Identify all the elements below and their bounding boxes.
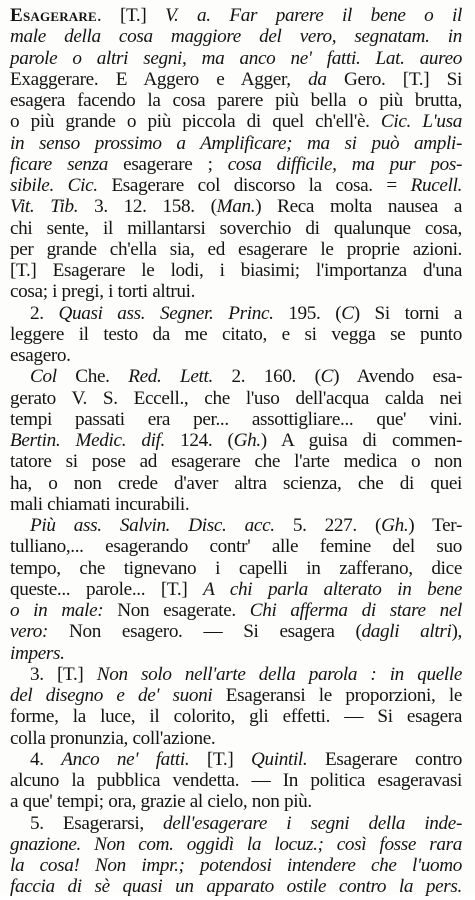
italic-text: Gh. (381, 515, 409, 536)
italic-text: Col (30, 366, 57, 388)
text-segment: Gero. [T.] Si (326, 68, 462, 90)
text-segment: ), (451, 621, 462, 643)
text-segment: tempi passati era per... assottigliare... que' vini. (10, 408, 462, 430)
text-segment: alcuno la pubblica vendetta. — In politica esageravasi (10, 770, 462, 791)
text-segment: 195. ( (273, 302, 342, 324)
text-segment: tempo, che tignevano i capelli in zafferano, dice (10, 557, 462, 579)
text-segment: per grande ch'ella sia, ed esagerare le proprie azioni. (10, 238, 462, 260)
text-segment: ha, o non crede d'aver altra scienza, che di quei (10, 472, 462, 494)
text-segment: gerato V. S. Eccell., che l'uso dell'acqua calda nei (10, 387, 462, 409)
italic-text: Gh. (233, 430, 261, 451)
italic-text: Più ass. Salvin. Disc. acc. (30, 515, 275, 536)
text-segment: ) Avendo esa- (333, 366, 463, 388)
italic-text: la cosa! Non impr.; potendosi intendere che l'uomo (10, 855, 462, 876)
text-segment: ) Ter- (408, 515, 463, 536)
text-segment: colla pronunzia, coll'azione. (10, 727, 216, 749)
italic-text: parole o altri segni, ma anco ne' fatti. Lat. aureo (10, 47, 462, 69)
italic-text: C (341, 302, 354, 324)
text-segment: tatore si pose ad esagerare che l'arte medica o non (10, 451, 462, 473)
text-segment: . [T.] (96, 5, 166, 26)
text-segment: queste... parole... [T.] (10, 578, 204, 600)
italic-text: Quasi ass. Segner. Princ. (58, 302, 274, 324)
italic-text: o in male: (10, 600, 104, 621)
italic-text: dell'esagerare i segni della inde- (163, 812, 462, 834)
text-segment: Non esagerate. (103, 600, 250, 621)
text-segment: 5. 227. ( (274, 515, 382, 536)
text-segment: esagera facendo la cosa parere più bella o più brutta, (10, 90, 462, 111)
text-segment: esagero. (10, 345, 71, 366)
text-segment: Non esagero. — Si esagera ( (48, 621, 362, 643)
text-segment: cosa; i pregi, i torti altrui. (10, 281, 196, 303)
italic-text: cosa difficile, ma pur pos- (227, 153, 463, 175)
italic-text: A chi parla alterato in bene (203, 578, 462, 600)
italic-text: impers. (10, 642, 65, 664)
italic-text: Quintil. (251, 748, 308, 770)
text-segment: Esagerare contro (307, 748, 462, 770)
text-line (10, 875, 462, 899)
text-segment: Che. (56, 366, 129, 388)
italic-text: faccia di sè quasi un apparato ostile contro la pers. (10, 876, 462, 898)
italic-text: sibile. Cic. (10, 175, 98, 196)
text-segment: forme, la luce, il colorito, gli effetti. — Si esagera (10, 706, 462, 728)
text-segment: ) Si torni a (353, 302, 463, 324)
italic-text: Rucell. (410, 175, 463, 196)
text-segment: Exaggerare. E Aggero e Agger, (10, 68, 309, 90)
text-segment: 124. ( (164, 430, 234, 451)
italic-text: Red. Lett. (128, 366, 213, 388)
text-segment: Esageransi le proporzioni, le (212, 685, 463, 706)
italic-text: da (308, 68, 327, 90)
text-segment: [T.] Esagerare le lodi, i biasimi; l'importanza d'una (10, 260, 462, 281)
text-segment: 3. [T.] (30, 663, 97, 685)
headword: Esagerare (10, 5, 97, 26)
italic-text: Chi afferma di stare nel (249, 600, 462, 621)
italic-text: ficare senza (10, 153, 108, 175)
italic-text: C (320, 366, 334, 388)
text-segment: 3. 12. 158. ( (78, 196, 217, 218)
text-segment: ) Reca molta nausea a (255, 196, 462, 218)
text-segment: tulliano,... esagerando contr' alle femine del suo (10, 536, 462, 558)
italic-text: Anco ne' fatti. (61, 748, 190, 770)
text-segment: 2. 160. ( (212, 366, 321, 388)
italic-text: gnazione. Non com. oggidì la locuz.; così fosse rara (10, 833, 462, 855)
italic-text: in senso prossimo a Amplificare; ma si può ampli- (10, 132, 462, 154)
text-segment: mali chiamati incurabili. (10, 493, 190, 515)
text-segment: o più grande o più piccola di quel ch'ell'è. (10, 111, 381, 133)
text-segment: 5. Esagerarsi, (30, 812, 164, 834)
text-segment: 2. (30, 302, 59, 324)
italic-text: Non solo nell'arte della parola : in quelle (96, 663, 463, 685)
italic-text: Cic. L'usa (380, 111, 462, 133)
text-segment: a que' tempi; ora, grazie al cielo, non più. (10, 791, 312, 813)
text-segment: [T.] (189, 748, 251, 770)
text-segment: Esagerare col discorso la cosa. = (97, 175, 411, 196)
italic-text: dagli altri (361, 621, 452, 643)
italic-text: V. a. Far parere il bene o il (165, 5, 462, 26)
text-segment: 4. (30, 748, 62, 770)
text-segment: chi sente, il millantarsi soverchio di qualunque cosa, (10, 217, 462, 239)
italic-text: Man. (216, 196, 256, 218)
italic-text: Bertin. Medic. dif. (10, 430, 165, 451)
text-segment: leggere il testo da me citato, e si vegga se punto (10, 323, 462, 345)
text-segment: esagerare ; (108, 153, 228, 175)
text-segment: ) A guisa di commen- (260, 430, 462, 451)
italic-text: male della cosa maggiore del vero, segnatam. in (10, 26, 462, 48)
italic-text: del disegno e de' suoni (10, 685, 213, 706)
italic-text: Vit. Tib. (10, 196, 79, 218)
italic-text: vero: (10, 621, 49, 643)
